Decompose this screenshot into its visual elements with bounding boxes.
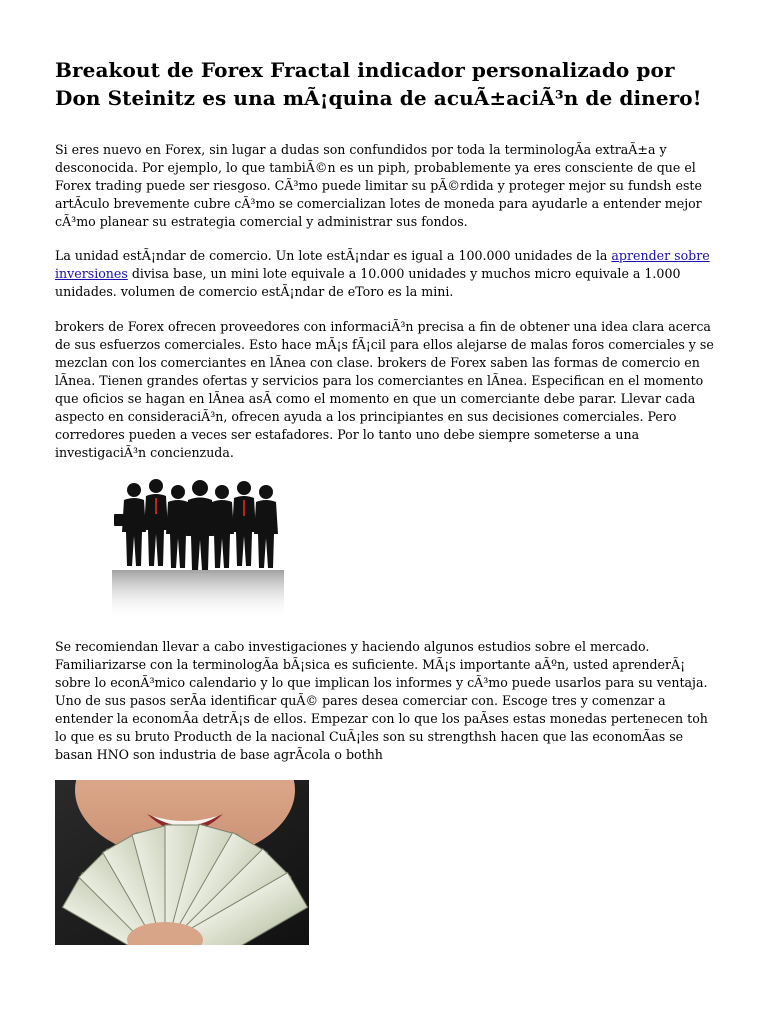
paragraph-research: Se recomiendan llevar a cabo investigaciones y haciendo algunos estudios sobre el mercado. Familiarizarse con la terminologÃa bÃ¡sica es suficiente. MÃ¡s importante aÃºn, usted aprenderÃ¡ sobre lo econÃ³mico calendario y lo que implican los informes y cÃ³mo puede usarlos para su ventaja. Uno de sus pasos serÃa identificar quÃ© pares desea comerciar con. Escoge tres y comenzar a entender la economÃa detrÃ¡s de ellos. Empezar con lo que los paÃses estas monedas pertenecen toh lo que es su bruto Producth de la nacional CuÃ¡les son su strengthsh hacen que las economÃas se basan HNO son industria de base agrÃcola o bothh xyxy=(55,639,708,762)
paragraph-lot-sizes-text-start: La unidad estÃ¡ndar de comercio. Un lote estÃ¡ndar es igual a 100.000 unidades de la xyxy=(55,248,612,263)
paragraph-lot-sizes-text-end: divisa base, un mini lote equivale a 10.000 unidades y muchos micro equivale a 1.000 unidades. volumen de comercio estÃ¡ndar de eToro es la mini. xyxy=(55,266,681,299)
article-title: Breakout de Forex Fractal indicador personalizado por Don Steinitz es una mÃ¡quina de acuÃ±aciÃ³n de dinero! xyxy=(55,58,702,110)
money-fan-image xyxy=(55,780,309,945)
paragraph-intro: Si eres nuevo en Forex, sin lugar a dudas son confundidos por toda la terminologÃa extraÃ±a y desconocida. Por ejemplo, lo que tambiÃ©n es un piph, probablemente ya eres consciente de que el Forex trading puede ser riesgoso. CÃ³mo puede limitar su pÃ©rdida y proteger mejor su fundsh este artÃculo brevemente cubre cÃ³mo se comercializan lotes de moneda para ayudarle a entender mejor cÃ³mo planear su estrategia comercial y administrar sus fondos. xyxy=(55,142,702,229)
paragraph-brokers: brokers de Forex ofrecen proveedores con informaciÃ³n precisa a fin de obtener una idea clara acerca de sus esfuerzos comerciales. Esto hace mÃ¡s fÃ¡cil para ellos alejarse de malas foros comerciales y se mezclan con los comerciantes en lÃnea con clase. brokers de Forex saben las formas de comercio en lÃnea. Tienen grandes ofertas y servicios para los comerciantes en lÃnea. Especifican en el momento que oficios se hagan en lÃnea asÃ como el momento en que un comerciante debe parar. Llevar cada aspecto en consideraciÃ³n, ofrecen ayuda a los principiantes en sus decisiones comerciales. Pero corredores pueden a veces ser estafadores. Por lo tanto uno debe siempre someterse a una investigaciÃ³n concienzuda. xyxy=(55,319,714,460)
inversiones-link[interactable]: aprender sobre inversiones xyxy=(55,248,710,281)
paragraph-lot-sizes xyxy=(55,247,715,301)
businessmen-silhouette-image xyxy=(112,470,284,620)
